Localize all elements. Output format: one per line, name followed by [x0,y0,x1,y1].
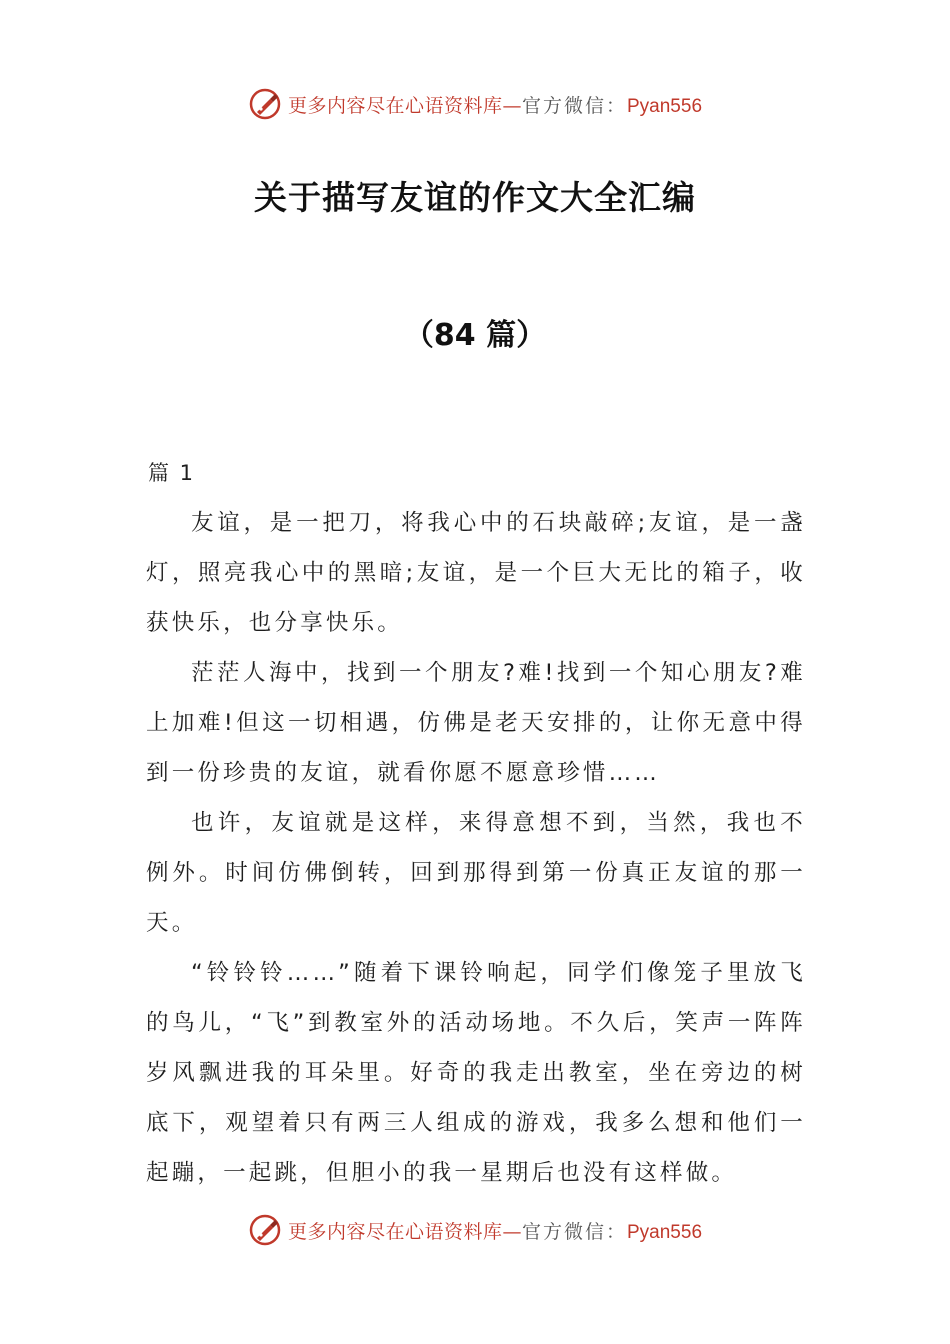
paragraph: “铃铃铃……”随着下课铃响起，同学们像笼子里放飞的鸟儿，“飞”到教室外的活动场地。不久后，笑声一阵阵岁风飘进我的耳朵里。好奇的我走出教室，坐在旁边的树底下，观望着只有两三人组成的游戏，我多么想和他们一起蹦，一起跳，但胆小的我一星期后也没有这样做。 [146,960,806,1186]
banner-separator: — [502,1220,522,1243]
pen-nib-logo-icon [248,87,282,121]
header-banner [0,82,950,126]
banner-wechat-label: 官方微信： [521,1220,627,1243]
document-title: 关于描写友谊的作文大全汇编 [254,178,696,217]
article-body [146,448,806,1198]
banner-wechat-label: 官方微信： [521,94,627,117]
banner-promo-text: 更多内容尽在心语资料库 [287,94,503,117]
banner-promo-text: 更多内容尽在心语资料库 [287,1220,503,1243]
section-heading: 篇 1 [148,461,196,485]
paragraph: 也许，友谊就是这样，来得意想不到，当然，我也不例外。时间仿佛倒转，回到那得到第一份真正友谊的那一天。 [146,810,806,936]
banner-separator: — [502,94,522,117]
paragraph: 茫茫人海中，找到一个朋友?难!找到一个知心朋友?难上加难!但这一切相遇，仿佛是老天安排的，让你无意中得到一份珍贵的友谊，就看你愿不愿意珍惜…… [146,660,806,786]
pen-nib-logo-icon [248,1213,282,1247]
document-count: （84 篇） [403,318,547,353]
footer-banner [0,1208,950,1252]
banner-wechat-id: Pyan556 [627,95,703,117]
paragraph: 友谊，是一把刀，将我心中的石块敲碎;友谊，是一盏灯，照亮我心中的黑暗;友谊，是一个巨大无比的箱子，收获快乐，也分享快乐。 [146,510,806,636]
banner-wechat-id: Pyan556 [627,1221,703,1243]
